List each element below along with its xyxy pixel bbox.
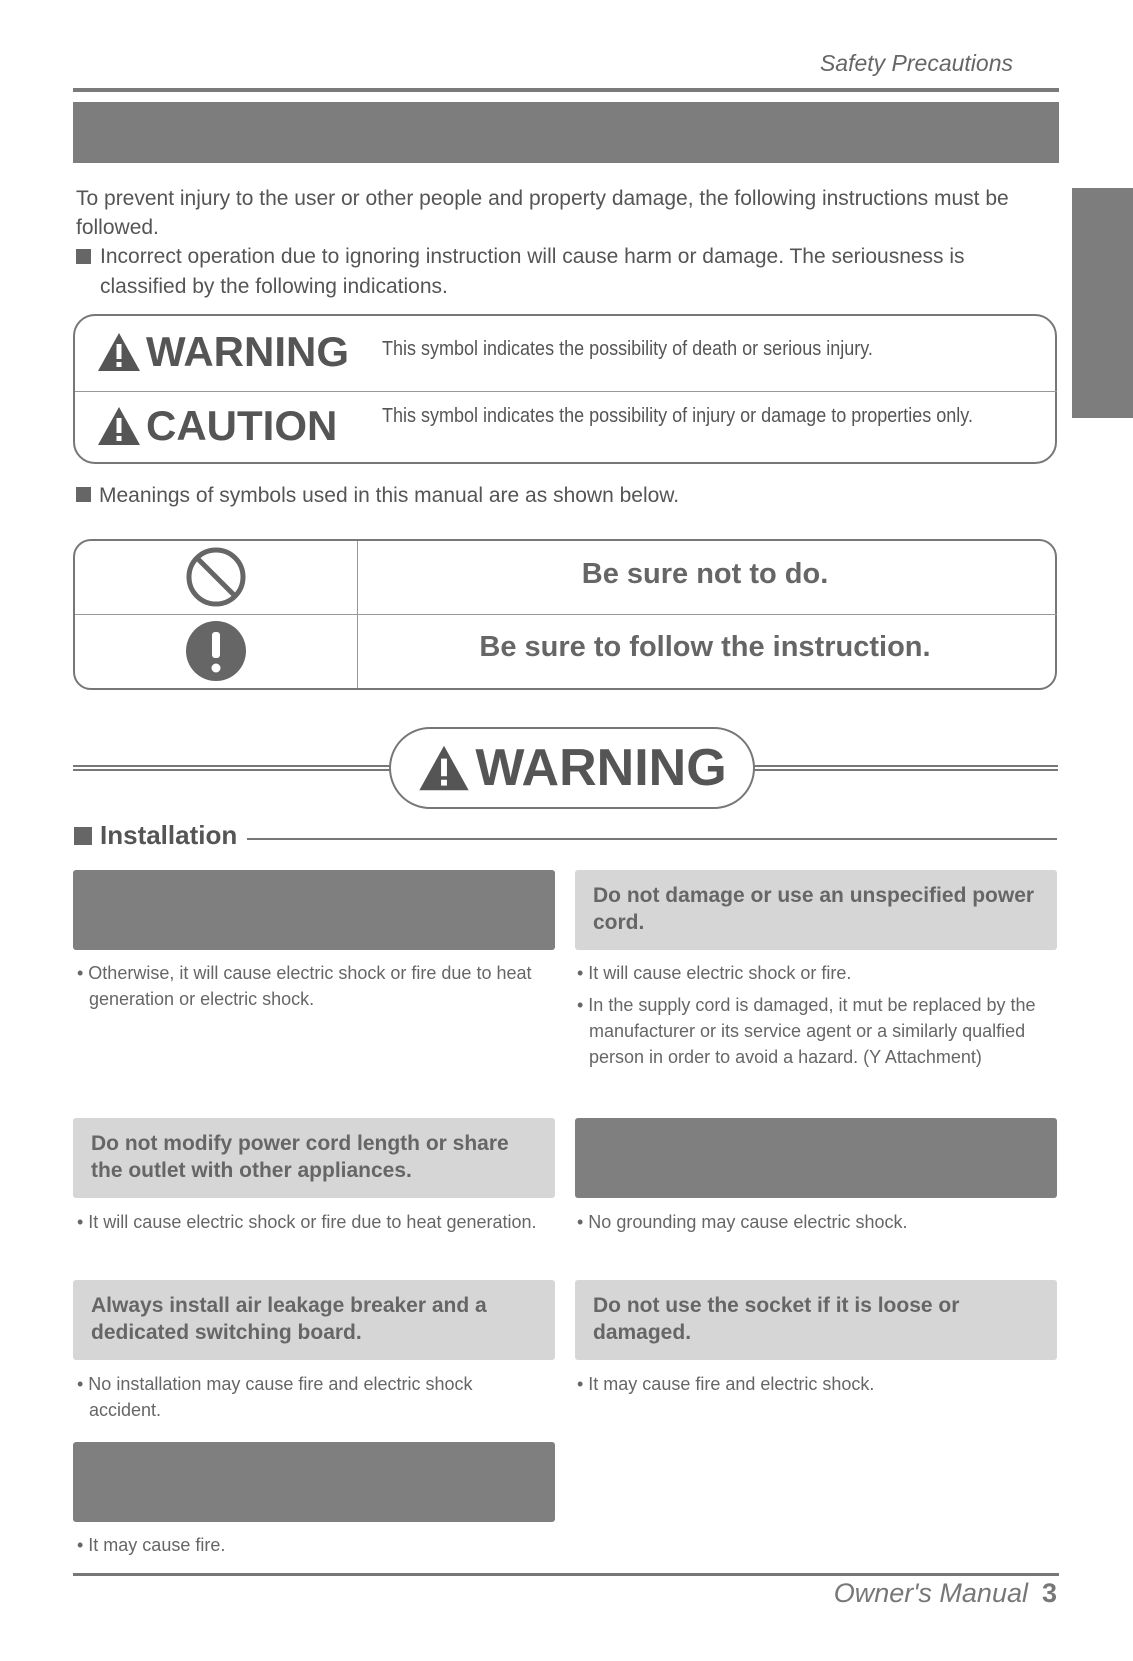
- intro-bullet-text: Incorrect operation due to ignoring instruction will cause harm or damage. The seriousness is classified by the following indications.: [100, 245, 965, 298]
- divider: [75, 391, 1057, 392]
- warning-description: This symbol indicates the possibility of death or serious injury.: [382, 338, 873, 360]
- item-heading-band: [575, 1118, 1057, 1198]
- prohibition-icon: [185, 546, 247, 608]
- bullet-square-icon: [76, 249, 91, 264]
- page-number: 3: [1041, 1578, 1057, 1608]
- item-notes: • No installation may cause fire and electric shock accident.: [77, 1374, 473, 1420]
- exclamation-icon: [185, 620, 247, 682]
- caution-signal: CAUTION: [96, 402, 337, 450]
- banner-rule-right: [752, 765, 1058, 771]
- bottom-rule: [73, 1573, 1059, 1576]
- top-rule: [73, 88, 1059, 92]
- intro-bullet: [76, 242, 1056, 302]
- prohibition-meaning: Be sure not to do.: [581, 558, 829, 590]
- banner-word: WARNING: [475, 739, 727, 797]
- warning-signal: WARNING: [96, 328, 349, 376]
- section-heading: Installation: [74, 820, 247, 851]
- item-heading: Do not damage or use an unspecified power cord.: [575, 870, 1057, 950]
- caution-triangle-icon: [96, 405, 142, 447]
- bullet-square-icon: [76, 487, 91, 502]
- warning-banner: [389, 727, 755, 809]
- footer: [834, 1578, 1057, 1609]
- item-heading-band: [73, 1442, 555, 1522]
- item-heading: Do not modify power cord length or share the outlet with other appliances.: [73, 1118, 555, 1198]
- banner-rule-left: [73, 765, 393, 771]
- section-header: Safety Precautions: [819, 50, 1013, 76]
- instruction-meaning: Be sure to follow the instruction.: [479, 631, 931, 663]
- intro-text: To prevent injury to the user or other people and property damage, the following instructions must be followed.: [76, 187, 1009, 239]
- meanings-intro: Meanings of symbols used in this manual are as shown below.: [76, 484, 679, 508]
- item-heading: Do not use the socket if it is loose or damaged.: [575, 1280, 1057, 1360]
- item-notes: • No grounding may cause electric shock.: [577, 1212, 908, 1232]
- item-notes: • Otherwise, it will cause electric shock or fire due to heat generation or electric shock.: [77, 963, 532, 1009]
- title-band: [73, 102, 1059, 163]
- side-tab: [1072, 188, 1133, 418]
- item-notes: • It will cause electric shock or fire. • In the supply cord is damaged, it mut be replaced by the manufacturer or its service agent or a similarly qualfied person in order to avoid a hazard. (Y Attachment): [577, 963, 1036, 1067]
- caution-description: This symbol indicates the possibility of injury or damage to properties only.: [382, 405, 973, 427]
- item-notes: • It may cause fire.: [77, 1535, 226, 1555]
- item-notes: • It may cause fire and electric shock.: [577, 1374, 875, 1394]
- divider: [75, 614, 1057, 615]
- footer-manual: Owner's Manual: [833, 1578, 1028, 1608]
- item-heading-band: [73, 870, 555, 950]
- item-heading: Always install air leakage breaker and a dedicated switching board.: [73, 1280, 555, 1360]
- warning-triangle-icon: [96, 331, 142, 373]
- warning-triangle-icon: [417, 743, 471, 793]
- bullet-square-icon: [74, 827, 92, 845]
- item-notes: • It will cause electric shock or fire due to heat generation.: [77, 1212, 537, 1232]
